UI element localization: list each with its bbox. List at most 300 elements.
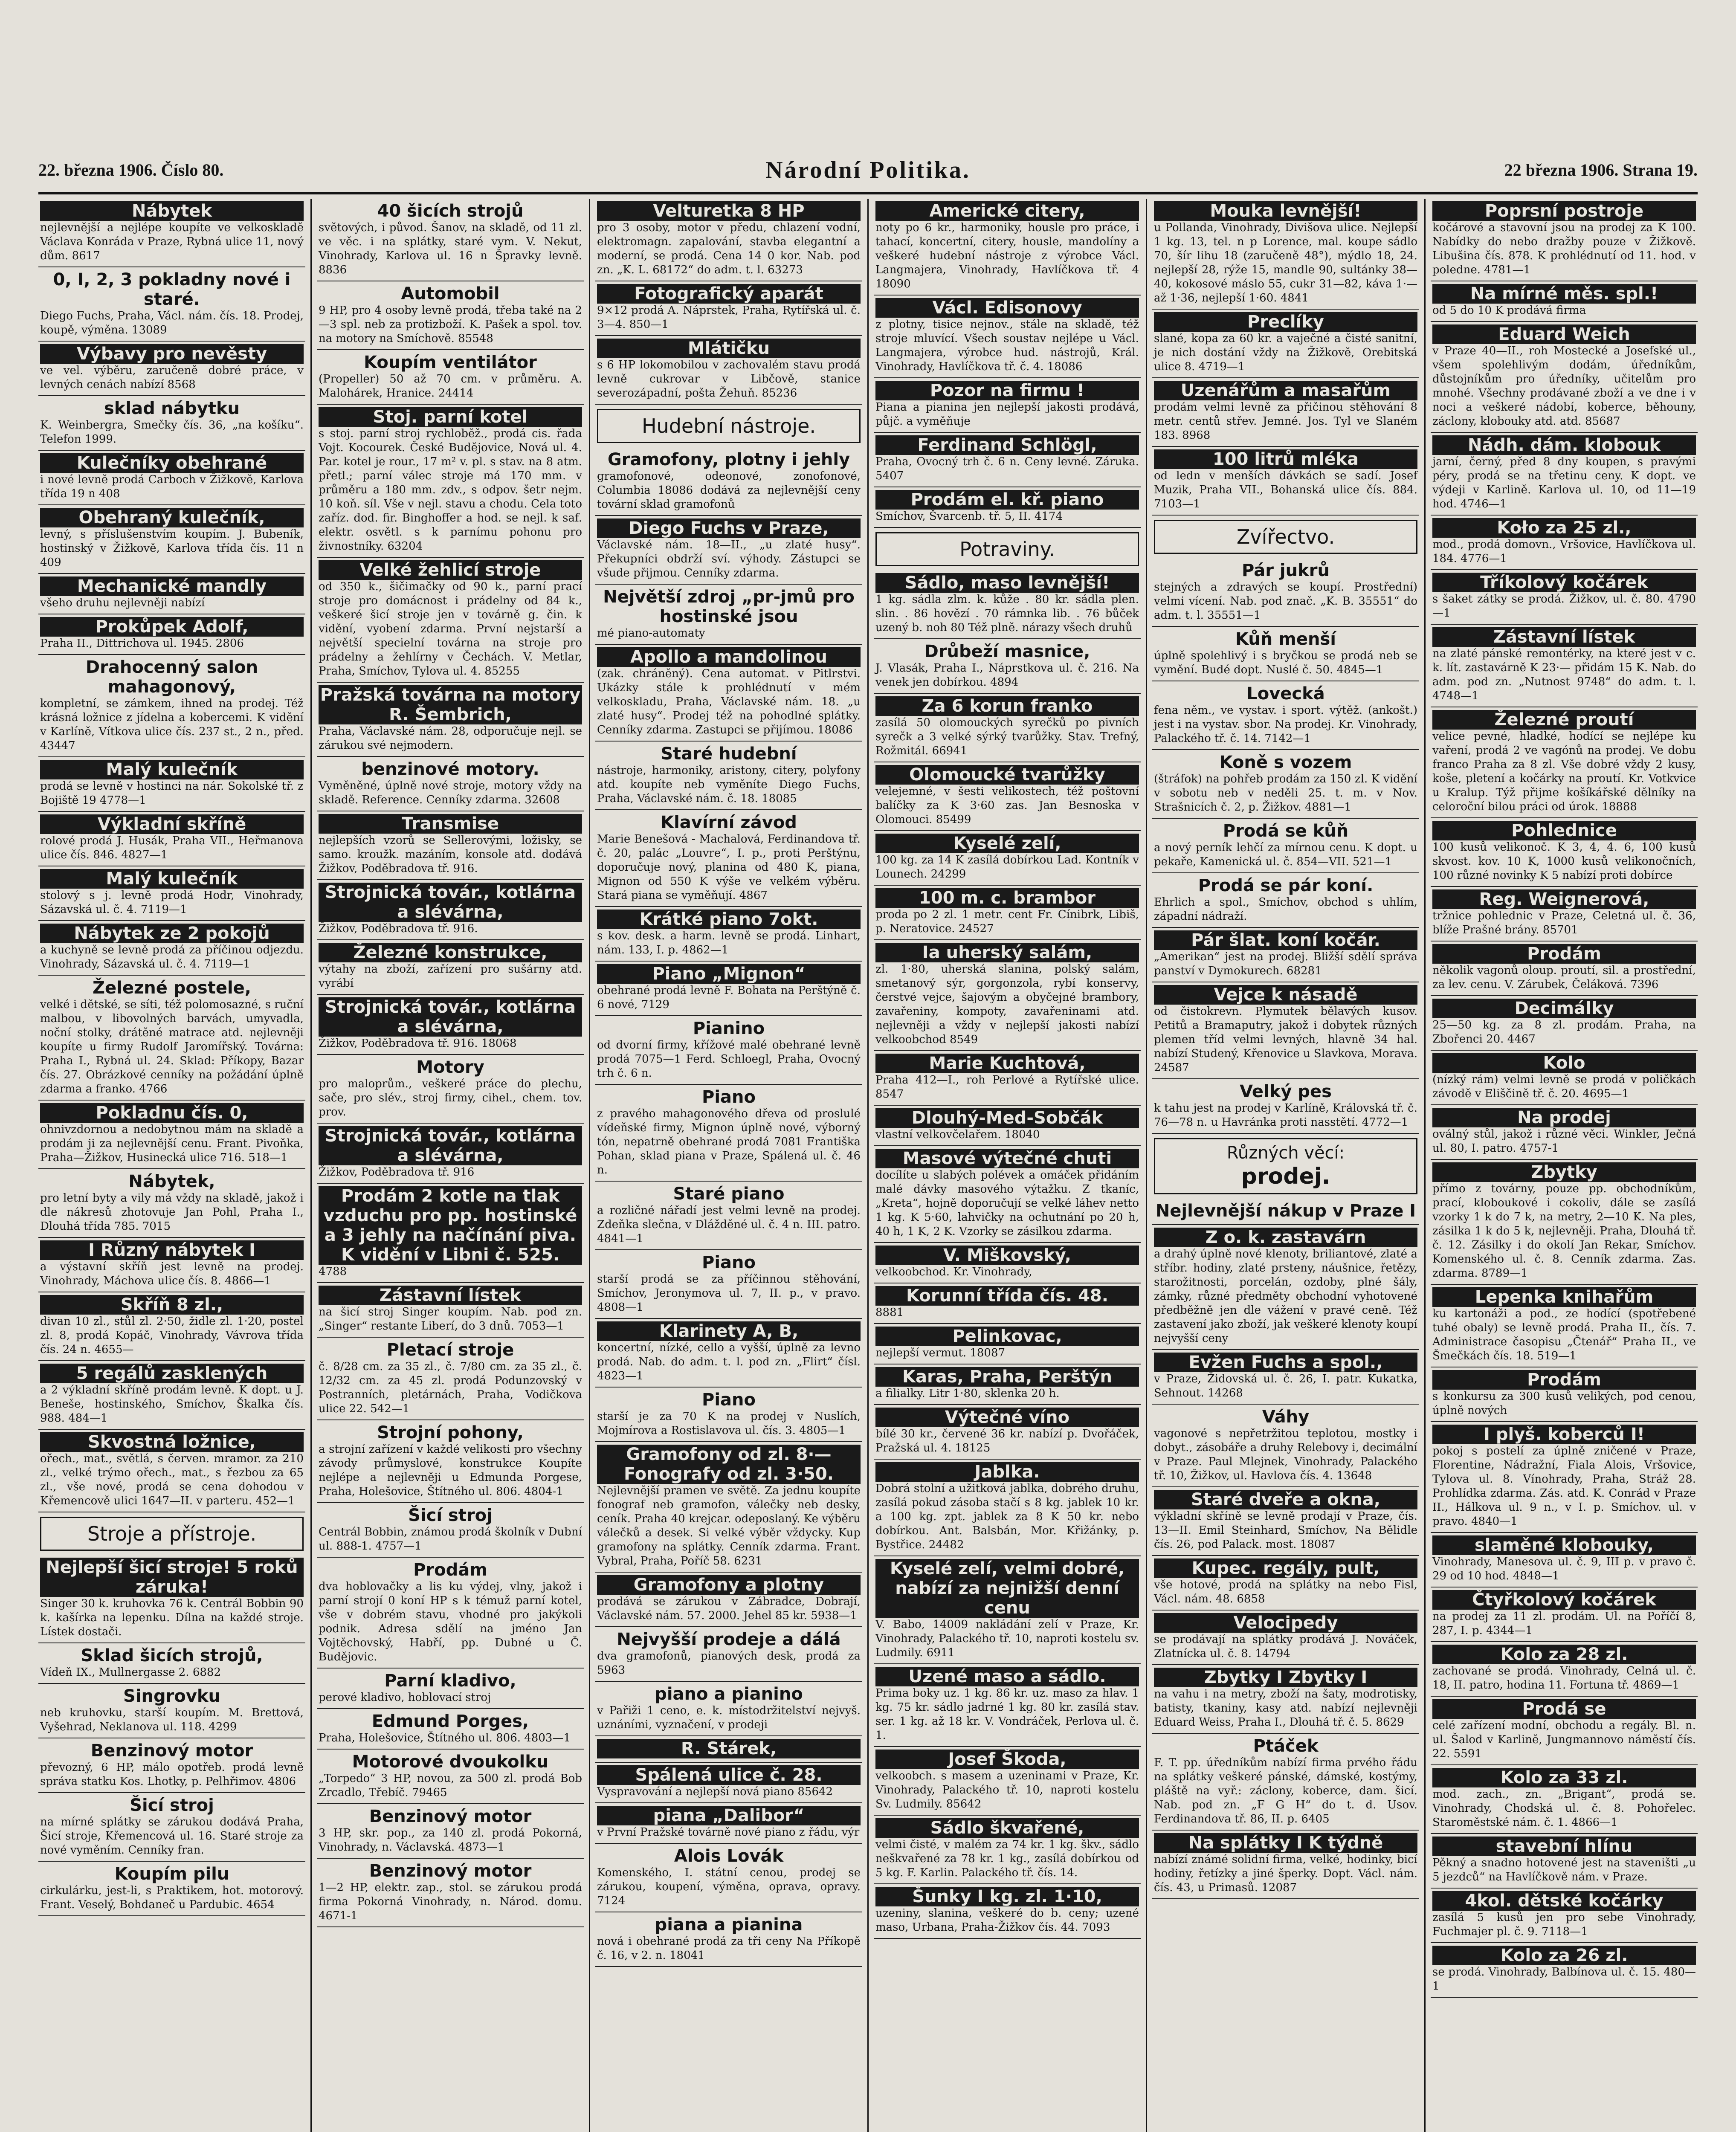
classified-ad xyxy=(595,1682,862,1736)
section-heading: Zvířectvo. xyxy=(1154,520,1417,554)
classified-ad xyxy=(1152,819,1419,873)
classified-ad xyxy=(874,433,1141,487)
ad-headline: Výbavy pro nevěsty xyxy=(40,344,304,364)
classified-ad xyxy=(595,447,862,516)
ad-headline: Gramofony od zl. 8·— Fonografy od zl. 3·50. xyxy=(597,1445,861,1484)
ad-headline: Pár jukrů xyxy=(1242,561,1330,580)
ad-headline: 40 šicích strojů xyxy=(377,201,524,221)
ad-headline: Poprsní postroje xyxy=(1432,201,1696,221)
classified-ad xyxy=(595,585,862,645)
classified-ad xyxy=(595,962,862,1016)
ad-text: nová i obehrané prodá za tři ceny Na Příkopě č. 16, v 2. n. 18041 xyxy=(597,1935,861,1962)
ad-headline: Železné proutí xyxy=(1432,710,1696,730)
ad-headline: Strojní pohony, xyxy=(377,1423,524,1443)
classified-ad xyxy=(1152,982,1419,1079)
ad-text: ku kartonáži a pod., ze hodící (spotřebené tuhé obaly) se levně prodá. Praha II., čís. 7. Administrace časopisu „Čtenář“ Praha II., ve Šmečkách čís. 18. 519—1 xyxy=(1432,1307,1696,1362)
classified-ad xyxy=(595,1085,862,1182)
section-heading: Hudební nástroje. xyxy=(597,409,861,443)
classified-ad xyxy=(1431,1105,1698,1160)
ad-headline: Výtečné víno xyxy=(875,1408,1139,1427)
ad-text: s šaket zátky se prodá. Žižkov, ul. č. 80. 4790—1 xyxy=(1432,593,1696,620)
ad-headline: Nábytek ze 2 pokojů xyxy=(40,924,304,943)
ad-text: přímo z továrny, pouze pp. obchodníkům, prací, kloboukové i cokoliv, dále se zasílá vzorky 1 k do 7 k, na metry, 2—10 K. Na ples, zásilka 1 k do 5 k, nejlevněji. Praha, Dlouhá tř. č. 12. Zásilky i do okolí Jan Rekar, Smíchov. Komenského ul. č. 8. Cenník zdarma. Zas. zdarma. 8789—1 xyxy=(1432,1182,1696,1280)
ad-headline: Ptáček xyxy=(1253,1736,1319,1756)
ad-text: a strojní zařízení v každé velikosti pro všechny závody průmyslové, konstrukce Koupíte nejlépe a nejlevněji u Edmunda Porgese, Praha, Holešovice, Štítného ul. 806. 4804-1 xyxy=(319,1443,582,1498)
classified-ad xyxy=(1431,625,1698,707)
ad-text: a nový perník lehčí za mírnou cenu. K dopt. u pekaře, Kamenická ul. č. 854—VII. 521—1 xyxy=(1154,841,1417,868)
classified-ad xyxy=(317,811,584,880)
ad-headline: R. Stárek, xyxy=(597,1739,861,1758)
ad-headline: Olomoucké tvarůžky xyxy=(875,765,1139,785)
ad-text: u Pollanda, Vinohrady, Divišova ulice. Nejlepší 1 kg. 13, tel. n p Lorence, mal. koupe sádlo 70, šír lihu 18 (zaručeně 48°), mýdlo 18, 24. nejlepší 28, rýže 15, mandle 90, sultánky 38—40, kokosové máslo 55, cukr 31—82, káva 1·— až 1·36, nejlepší 1·60. 4841 xyxy=(1154,221,1417,304)
ad-text: obehrané prodá levně F. Bohata na Perštýně č. 6 nové, 7129 xyxy=(597,984,861,1011)
page-header xyxy=(38,157,1698,185)
ad-text: nejlevnější a nejlépe koupíte ve velkoskladě Václava Konráda v Praze, Rybná ulice 11, nový dům. 8617 xyxy=(40,221,304,262)
ad-text: zachované se prodá. Vinohrady, Celná ul. č. 18, II. patro, hodina 11. Fortuna tř. 4869—1 xyxy=(1432,1665,1696,1692)
ad-headline: Alois Lovák xyxy=(674,1846,784,1866)
classified-ad xyxy=(1431,1367,1698,1422)
ad-text: i nové levně prodá Carboch v Žižkově, Karlova třída 19 n 408 xyxy=(40,473,304,500)
ad-headline: piano a pianino xyxy=(655,1684,803,1704)
classified-ad xyxy=(1152,873,1419,928)
classified-ad xyxy=(317,1709,584,1750)
ad-headline: Diego Fuchs v Praze, xyxy=(597,519,861,538)
ad-text: ohnivzdornou a nedobytnou mám na skladě a prodám ji za nejlevnější cenu. Frant. Pivoňka, Praha—Žižkov, Husinecká ulice 716. 518—1 xyxy=(40,1123,304,1164)
classified-ad xyxy=(595,1388,862,1442)
header-date-right: 22 března 1906. Strana 19. xyxy=(1504,160,1698,180)
ad-text: nejlepších vzorů se Sellerovými, ložisky, se samo. kroužk. mazáním, konsole atd. dodává Žižkov, Poděbradova tř. 916. xyxy=(319,834,582,875)
classified-ad xyxy=(317,1804,584,1859)
ad-headline: Reg. Weignerová, xyxy=(1432,889,1696,909)
ad-headline: I plyš. koberců I! xyxy=(1432,1425,1696,1444)
ad-headline: Strojnická továr., kotlárna a slévárna, xyxy=(319,1126,582,1165)
classified-ad xyxy=(1431,1422,1698,1533)
classified-ad xyxy=(595,1319,862,1388)
ad-headline: Staré hudební xyxy=(661,744,797,764)
ad-headline: Nejlevnější nákup v Praze I xyxy=(1155,1201,1416,1221)
ad-headline: Gramofony, plotny i jehly xyxy=(607,450,850,469)
classified-ad xyxy=(317,1338,584,1420)
ad-text: gramofonové, odeonové, zonofonové, Columbia 18086 dodává za nejlevnější ceny tovární sklad gramofonů xyxy=(597,470,861,511)
ad-headline: Nábytek xyxy=(40,201,304,221)
classified-ad xyxy=(595,281,862,336)
classified-ad xyxy=(1431,996,1698,1051)
ad-headline: Vejce k násadě xyxy=(1154,985,1417,1005)
ad-text: pokoj s postelí za úplně zničené v Praze, Florentine, Nádražní, Fiala Alois, Vršovice, Tylova ul. 8. Vínohrady, Praha, Stráž 28. Prohlídka zdarma. Zás. atd. K. Conrád v Praze II., Hálkova ul. 9 n., v I. p. Smíchov. ul. v pravo. 4840—1 xyxy=(1432,1445,1696,1528)
classified-ad xyxy=(874,1884,1141,1939)
ad-text: Diego Fuchs, Praha, Václ. nám. čís. 18. Prodej, koupě, výměna. 13089 xyxy=(40,310,304,336)
ad-headline: Mouka levnější! xyxy=(1154,201,1417,221)
ad-text: tržnice pohlednic v Praze, Celetná ul. č. 36, blíže Prašné brány. 85701 xyxy=(1432,910,1696,936)
ad-headline: Korunní třída čís. 48. xyxy=(875,1286,1139,1306)
classified-ad xyxy=(38,342,305,396)
classified-ad xyxy=(874,1051,1141,1106)
ad-headline: V. Miškovský, xyxy=(875,1246,1139,1265)
ad-headline: Nádh. dám. klobouk xyxy=(1432,435,1696,455)
ad-headline: Šicí stroj xyxy=(408,1506,493,1525)
classified-ad xyxy=(1431,199,1698,281)
classified-ad xyxy=(317,940,584,995)
classified-ad xyxy=(595,1442,862,1573)
classified-ad xyxy=(38,451,305,505)
ad-headline: Obehraný kulečník, xyxy=(40,508,304,527)
ad-text: nejlepší vermut. 18087 xyxy=(875,1347,1006,1359)
ad-text: Žižkov, Poděbradova tř. 916 xyxy=(319,1166,475,1179)
ad-text: kompletní, se zámkem, ihned na prodej. Též krásná ložnice z jídelna a kobercemi. K vidění v Karlíně, Vítkova ulice čís. 237 st., 2 n., před. 43447 xyxy=(40,697,304,752)
ad-text: Vídeň IX., Mullnergasse 2. 6882 xyxy=(40,1666,221,1679)
classified-ad xyxy=(38,614,305,655)
ad-headline: 5 regálů zasklených xyxy=(40,1364,304,1383)
ad-text: s 6 HP lokomobilou v zachovalém stavu prodá levně cukrovar v Libčově, stanice severozápadní, pošta Žehuň. 85236 xyxy=(597,359,861,400)
ad-headline: Edmund Porges, xyxy=(371,1712,529,1731)
classified-ad xyxy=(1431,1587,1698,1642)
boxed-heading-big: prodej. xyxy=(1241,1164,1330,1189)
classified-ad xyxy=(1431,941,1698,996)
classified-ad xyxy=(595,1803,862,1844)
classified-ad xyxy=(1152,627,1419,681)
classified-ad xyxy=(1152,1831,1419,1899)
news-column-5 xyxy=(1152,199,1419,2132)
classified-ad xyxy=(317,757,584,811)
ad-headline: Velturetka 8 HP xyxy=(597,201,861,221)
ad-text: s stoj. parní stroj rychloběž., prodá cis. řada Vojt. Kocourek. České Budějovice, Nová ul. 4. Par. kotel je rour., 17 m² v. pl. s stav. na 8 atm. přetl.; parní válec stroje má 170 mm. v průměru a 180 mm. zdv., s odpov. šetr nejm. 10 koň. síl. Vše v nejl. stavu a chodu. Cela toto zaříz. dod. fir. Binghoffer a hod. se nejl. k saf. elektr. osvětl. s k parnímu pohonu pro živnostníky. 63204 xyxy=(319,427,582,553)
classified-ad xyxy=(38,1238,305,1292)
ad-headline: Krátké piano 7okt. xyxy=(597,910,861,929)
ad-text: Žižkov, Poděbradova tř. 916. 18068 xyxy=(319,1037,517,1050)
ad-text: výkladní skříně se levně prodají v Praze, čís. 13—II. Emil Steinhard, Smíchov, Na Bělidle čís. 26, pod Palack. most. 18087 xyxy=(1154,1510,1417,1551)
classified-ad xyxy=(38,655,305,757)
ad-headline: piana „Dalibor“ xyxy=(597,1806,861,1825)
classified-ad xyxy=(317,281,584,350)
ad-text: a kuchyně se levně prodá za příčinou odjezdu. Vinohrady, Sázavská ul. č. 4. 7119—1 xyxy=(40,944,304,970)
ad-headline: Ferdinand Schlögl, xyxy=(875,435,1139,455)
ad-text: zl. 1·80, uherská slanina, polský salám, smetanový sýr, gorgonzola, rybí konservy, čerstvé vejce, šajovým a obyčejné brambory, zavařeniny, kompoty, zavařeninami atd. nejlevněji a vždy v nejlepší jakosti nabízí velkoobchod 8549 xyxy=(875,963,1139,1046)
ad-text: v Praze 40—II., roh Mostecké a Josefské ul., všem spolehlivým dodám, úředníkům, důstojníkům pro úředníky, učitelům pro mnohé. Všechny prodávané zboží a ve dne i v noci a veškeré nádobí, koberce, běhouny, záclony, klobouky atd. atd. 85687 xyxy=(1432,345,1696,428)
ad-text: Centrál Bobbin, známou prodá školník v Dubní ul. 888-1. 4757—1 xyxy=(319,1526,582,1553)
ad-headline: Strojnická továr., kotlárna a slévárna, xyxy=(319,997,582,1037)
ad-text: ve vel. výběru, zaručeně dobré práce, v levných cenách nabízí 8568 xyxy=(40,364,304,391)
classified-ad xyxy=(317,683,584,757)
ad-headline: Prodám 2 kotle na tlak vzduchu pro pp. hostinské a 3 jehly na načínání piva. K vidění v Libni č. 525. xyxy=(319,1186,582,1265)
classified-ad xyxy=(1152,1079,1419,1134)
ad-text: na prodej za 11 zl. prodám. Ul. na Poříčí 8, 287, I. p. 4344—1 xyxy=(1432,1610,1696,1637)
classified-ad xyxy=(38,866,305,921)
ad-text: levný, s příslušenstvím koupím. J. Bubeník, hostinský v Žižkově, Karlova třída čís. 11 n 409 xyxy=(40,528,304,569)
classified-ad xyxy=(317,995,584,1055)
ad-headline: Prodá se xyxy=(1432,1699,1696,1719)
ad-headline: Piano „Mignon“ xyxy=(597,964,861,984)
classified-ad xyxy=(38,1862,305,1916)
ad-headline: Prokůpek Adolf, xyxy=(40,617,304,637)
ad-text: stejných a zdravých se koupí. Prostřední) velmi vícení. Nab. pod znač. „K. B. 35551“ do adm. t. l. 35551—1 xyxy=(1154,581,1417,622)
ad-text: Praha II., Dittrichova ul. 1945. 2806 xyxy=(40,637,244,650)
classified-ad xyxy=(1152,310,1419,378)
ad-headline: Prodá se kůň xyxy=(1223,821,1349,841)
classified-ad xyxy=(595,1763,862,1803)
classified-ad xyxy=(38,1738,305,1793)
ad-text: starší je za 70 K na prodej v Nuslích, Mojmírova a Rostislavova ul. čís. 3. 4805—1 xyxy=(597,1410,861,1437)
classified-ad xyxy=(1431,707,1698,818)
classified-ad xyxy=(595,1912,862,1967)
ad-text: kočárové a stavovní jsou na prodej za K 100. Nabídky do nebo dražby pouze v Žižkově. Libušina čís. 878. K prohlédnutí od 11. hod. v poledne. 4781—1 xyxy=(1432,221,1696,276)
ad-headline: Evžen Fuchs a spol., xyxy=(1154,1353,1417,1372)
ad-text: od dvorní firmy, křížové malé obehrané levně prodá 7075—1 Ferd. Schloegl, Praha, Ovocný trh č. 6 n. xyxy=(597,1039,861,1080)
ad-text: vlastní velkovčelařem. 18040 xyxy=(875,1128,1040,1141)
classified-ad xyxy=(38,1361,305,1430)
classified-ad xyxy=(1152,1734,1419,1831)
classified-ad xyxy=(595,1736,862,1763)
ad-headline: Kyselé zelí, xyxy=(875,834,1139,853)
ad-headline: Pelinkovac, xyxy=(875,1327,1139,1346)
ad-text: 100 kg. za 14 K zasílá dobírkou Lad. Kontník v Lounech. 24299 xyxy=(875,854,1139,881)
ad-headline: Václ. Edisonovy xyxy=(875,298,1139,318)
ad-text: bílé 30 kr., červené 36 kr. nabízí p. Dvořáček, Pražská ul. 4. 18125 xyxy=(875,1428,1139,1454)
ad-headline: Americké citery, xyxy=(875,201,1139,221)
ad-text: Ehrlich a spol., Smíchov, obchod s uhlím, západní nádraží. xyxy=(1154,896,1417,923)
ad-headline: Piano xyxy=(702,1087,756,1107)
ad-headline: Drahocenný salon mahagonový, xyxy=(85,658,258,697)
ad-text: velejemné, v šesti velikostech, též poštovní balíčky za K 3·60 zas. Jan Besnoska v Olomouci. 85499 xyxy=(875,785,1139,826)
ad-headline: benzinové motory. xyxy=(361,759,539,779)
ad-headline: Motorové dvoukolku xyxy=(352,1752,549,1772)
classified-ad xyxy=(317,1124,584,1184)
ad-headline: Malý kulečník xyxy=(40,760,304,779)
column-divider xyxy=(589,199,590,2132)
ad-headline: Piano xyxy=(702,1253,756,1272)
column-divider xyxy=(1146,199,1147,2132)
classified-ad xyxy=(317,880,584,940)
classified-ad xyxy=(1152,1350,1419,1405)
ad-headline: Koupím ventilátor xyxy=(364,353,537,372)
ad-headline: Klavírní závod xyxy=(661,813,797,832)
classified-ad xyxy=(874,1283,1141,1324)
ad-headline: Klarinety A, B, xyxy=(597,1321,861,1341)
ad-headline: Ia uherský salám, xyxy=(875,943,1139,962)
classified-ad xyxy=(595,199,862,281)
column-divider xyxy=(310,199,312,2132)
ad-text: pro 3 osoby, motor v předu, chlazení vodní, elektromagn. zapalování, stavba elegantní a moderní, se prodá. Cena 14 0 kor. Nab. pod zn. „K. L. 68172“ do adm. t. l. 63273 xyxy=(597,221,861,276)
classified-ad xyxy=(595,1182,862,1250)
ad-headline: Zbytky I Zbytky I xyxy=(1154,1668,1417,1687)
ad-headline: Pár šlat. koní kočár. xyxy=(1154,930,1417,950)
ad-text: velkoobch. s masem a uzeninami v Praze, Kr. Vinohrady, Palackého tř. 10, naproti kostelu Sv. Ludmily. 85642 xyxy=(875,1770,1139,1810)
ad-text: (nízký rám) velmi levně se prodá v poličkách závodě v Eliščině tř. č. 20. 4695—1 xyxy=(1432,1073,1696,1100)
ad-headline: 100 m. c. brambor xyxy=(875,888,1139,908)
ad-text: Marie Benešová - Machalová, Ferdinandova tř. č. 20, palác „Louvre“, I. p., proti Perštýnu, doporučuje nový, planina od 480 K, piana, Mignon od 550 K výše ve velkém výběru. Stará piana se vyměňují. 4867 xyxy=(597,833,861,902)
column-divider xyxy=(867,199,869,2132)
classified-ad xyxy=(874,1816,1141,1884)
classified-ad xyxy=(38,199,305,267)
ad-headline: Decimálky xyxy=(1432,999,1696,1018)
classified-ad xyxy=(874,378,1141,433)
ad-headline: Pozor na firmu ! xyxy=(875,381,1139,400)
ad-text: docílíte u slabých polévek a omáček přidáním malé dávky masového výtažku. Z tkaníc, „Kreta“, hojně doporučují se velké láhev netto 1 kg. K 5·60, lahvičky na ochutnání po 20 h, 40 h, 1 K, 2 K. Vzorky se zásilkou zdarma. xyxy=(875,1169,1139,1238)
ad-headline: Benzinový motor xyxy=(369,1861,532,1881)
classified-ad xyxy=(38,921,305,976)
ad-headline: Dlouhý-Med-Sobčák xyxy=(875,1108,1139,1128)
ad-text: nabízí známé solidní firma, velké, hodinky, bicí hodiny, řetízky a jiné šperky. Dopt. Václ. nám. čís. 43, u Primasů. 12087 xyxy=(1154,1853,1417,1894)
ad-text: převozný, 6 HP, málo opotřeb. prodá levně správa statku Kos. Lhotky, p. Pelhřimov. 4806 xyxy=(40,1761,304,1788)
ad-text: prodá se levně v hostinci na nár. Sokolské tř. z Bojiště 19 4778—1 xyxy=(40,780,304,807)
ad-text: světových, i původ. Šanov, na skladě, od 11 zl. ve věc. i na splátky, staré vym. V. Nekut, Vinohrady, Karlova ul. 16 n Špravky levně. 8836 xyxy=(319,221,582,276)
ad-headline: slaměné klobouky, xyxy=(1432,1535,1696,1555)
ad-text: zasílá 5 kusů jen pro sebe Vinohrady, Fuchmajer pl. č. 9. 7118—1 xyxy=(1432,1911,1696,1938)
ad-headline: Gramofony a plotny xyxy=(597,1575,861,1595)
ad-text: mé piano-automaty xyxy=(597,627,705,640)
ad-text: s konkursu za 300 kusů velikých, pod cenou, úplně nových xyxy=(1432,1390,1696,1417)
ad-text: proda po 2 zl. 1 metr. cent Fr. Cínibrk, Libiš, p. Neratovice. 24527 xyxy=(875,908,1139,935)
ad-headline: Kůň menší xyxy=(1235,629,1336,649)
ad-headline: sklad nábytku xyxy=(104,399,240,418)
ad-text: v Praze, Židovská ul. č. 26, I. patr. Kukatka, Sehnout. 14268 xyxy=(1154,1373,1417,1399)
ad-text: Singer 30 k. kruhovka 76 k. Centrál Bobbin 90 k. kašírka na lepenku. Dílna na každé stroje. Lístek dostači. xyxy=(40,1597,304,1638)
ad-text: pro maloprům., veškeré práce do plechu, sače, pro slév., stroj firmy, cihel., chem. tov. prov. xyxy=(319,1078,582,1118)
classified-ad xyxy=(1152,1487,1419,1556)
ad-headline: Pražská továrna na motory R. Šembrich, xyxy=(319,685,582,724)
ad-text: a drahý úplně nové klenoty, briliantové, zlaté a stříbr. hodiny, zlaté prsteny, náušnice, řetězy, starožitnosti, porcelán, ozdoby, plné šály, zámky, různé předměty obchodní vyhotovené předběžně jen dle vážení v pravé ceně. Též zastavení jako zboží, jak veškeré klenoty koupí nejvyšší ceny xyxy=(1154,1248,1417,1345)
ad-headline: Pohlednice xyxy=(1432,821,1696,840)
ad-headline: Pianino xyxy=(693,1019,765,1038)
ad-text: oválný stůl, jakož i různé věci. Winkler, Ječná ul. 80, I. patro. 4757-1 xyxy=(1432,1128,1696,1155)
classified-ad xyxy=(317,1283,584,1338)
news-column-1 xyxy=(38,199,305,2132)
news-column-2 xyxy=(317,199,584,2132)
classified-ad xyxy=(317,1669,584,1709)
ad-text: cirkulárku, jest-li, s Praktikem, hot. motorový. Frant. Veselý, Bohdaneč u Pardubic. 4654 xyxy=(40,1884,304,1911)
ad-text: velké i dětské, se síti, též polomosazné, s ruční malbou, v libovolných barvách, umyvadla, noční stolky, drátěné matrace atd. nejlevněji koupíte u firmy Rudolf Jaromířský. Továrna: Praha I., Rybná ul. 24. Sklad: Příkopy, Bazar čís. 27. Obrázkové cenníky na požádání úplně zdarma a franko. 4766 xyxy=(40,998,304,1095)
ad-text: Dobrá stolní a užitková jablka, dobrého druhu, zasílá pokud zásoba stačí s 8 kg. jablek 10 kr. a 100 kg. zpt. jablek za 8 K 50 kr. nebo dobírkou. Ant. Balsbán, Mor. Křižánky, p. Bystřice. 24482 xyxy=(875,1482,1139,1551)
classified-ad xyxy=(1431,1285,1698,1367)
ad-text: výtahy na zboží, zařízení pro sušárny atd. vyrábí xyxy=(319,963,582,990)
ad-headline: Mlátičku xyxy=(597,339,861,358)
ad-text: prodám velmi levně za přičinou stěhování 8 metr. centů střev. Jemné. Jos. Tyl ve Slaném 183. 8968 xyxy=(1154,401,1417,442)
classified-ad xyxy=(1152,199,1419,310)
ad-text: a rozličné nářadí jest velmi levně na prodej. Zdeňka slečna, v Dlážděné ul. č. 4 n. III. patro. 4841—1 xyxy=(597,1204,861,1245)
classified-ad xyxy=(1152,1611,1419,1665)
ad-headline: Singrovku xyxy=(123,1686,220,1706)
ad-text: z plotny, tisice nejnov., stále na skladě, též stroje mluvící. Všech soustav nejlépe u Václ. Langmajera, výrobce hud. nástrojů, Král. Vinohrady, Havlíčkova tř. č. 4. 18086 xyxy=(875,318,1139,373)
ad-text: J. Vlasák, Praha I., Náprstkova ul. č. 216. Na venek jen dobírkou. 4894 xyxy=(875,662,1139,689)
ad-headline: Na splátky I K týdně xyxy=(1154,1833,1417,1853)
classified-ad xyxy=(874,886,1141,940)
ad-text: 100 kusů velikonoč. K 3, 4, 4. 6, 100 kusů skvost. kov. 10 K, 1000 kusů velikonočních, 100 různé novinky K 5 nabízí proti dobírce xyxy=(1432,841,1696,882)
ad-headline: Zbytky xyxy=(1432,1162,1696,1182)
classified-ad xyxy=(1152,1225,1419,1350)
header-date-left: 22. března 1906. Číslo 80. xyxy=(38,160,224,180)
classified-ad xyxy=(38,1101,305,1169)
ad-text: Nejlevnější pramen ve světě. Za jednu koupíte fonograf neb gramofon, válečky neb desky, ceník. Praha 40 krejcar. odeposlaný. Ke výběru válečků a desek. Si velké výběr vždycky. Kup gramofony na splátky. Cenník zdarma. Frant. Vybral, Praha, Poříč 58. 6231 xyxy=(597,1484,861,1567)
ad-headline: Prodám el. kř. piano xyxy=(875,490,1139,510)
classified-ad xyxy=(1152,681,1419,750)
ad-text: se prodávají na splátky prodává J. Nováček, Zlatnícka ul. č. 8. 14794 xyxy=(1154,1633,1417,1660)
ad-headline: Uzené maso a sádlo. xyxy=(875,1667,1139,1686)
classified-ad xyxy=(38,1169,305,1238)
classified-ad xyxy=(1152,750,1419,819)
classified-ad xyxy=(317,1420,584,1503)
ad-text: k tahu jest na prodej v Karlíně, Královská tř. č. 76—78 n. u Havránka proti nasstětí. 4772—1 xyxy=(1154,1102,1417,1129)
ad-headline: Nejlepší šicí stroje! 5 roků záruka! xyxy=(40,1558,304,1597)
ad-text: mod., prodá domovn., Vršovice, Havlíčkova ul. 184. 4776—1 xyxy=(1432,538,1696,565)
ad-text: 3 HP, skr. pop., za 140 zl. prodá Pokorná, Vinohrady, n. Václavská. 4873—1 xyxy=(319,1827,582,1854)
classified-ad xyxy=(874,1747,1141,1816)
ad-text: Pěkný a snadno hotovené jest na staveništi „u 5 jezdců“ na Havlíčkově nám. v Praze. xyxy=(1432,1857,1696,1883)
ad-text: Praha 412—I., roh Perlové a Rytířské ulice. 8547 xyxy=(875,1074,1139,1101)
ad-headline: Prodám xyxy=(1432,944,1696,964)
ad-headline: Sádlo, maso levnější! xyxy=(875,573,1139,593)
ad-text: dva hoblovačky a lis ku výdej, vlny, jakož i parní strojí 0 koní HP s k témuž parní kotel, vše v dobrém stavu, vhodné pro jakýkoli podnik. Adresa sdělí na jméno Jan Vojtěchovský, Habří, pp. Dubné u Č. Budějovic. xyxy=(319,1580,582,1663)
ad-headline: Váhy xyxy=(1262,1407,1310,1427)
classified-ad xyxy=(595,742,862,810)
ad-text: (Propeller) 50 až 70 cm. v průměru. A. Malohárek, Hranice. 24414 xyxy=(319,373,582,400)
boxed-heading-line: Různých věcí: xyxy=(1226,1143,1345,1163)
ad-text: 8881 xyxy=(875,1306,904,1319)
ad-text: 1—2 HP, elektr. zap., stol. se zárukou prodá firma Pokorná Vinohrady, n. Národ. domu. 4671-1 xyxy=(319,1881,582,1922)
classified-ad xyxy=(595,907,862,962)
header-rule xyxy=(38,192,1698,194)
ad-headline: Karas, Praha, Perštýn xyxy=(875,1367,1139,1387)
ad-text: Komenského, I. státní cenou, prodej se zárukou, koupení, výměna, oprava, opravy. 7124 xyxy=(597,1866,861,1907)
ad-headline: Tříkolový kočárek xyxy=(1432,573,1696,592)
classified-ad xyxy=(595,1573,862,1627)
ad-headline: Parní kladivo, xyxy=(384,1671,516,1691)
ad-text: úplně spolehlivý i s bryčkou se prodá neb se vymění. Budé dopt. Nuslé č. 50. 4845—1 xyxy=(1154,649,1417,676)
ad-text: velmi čisté, v malém za 74 kr. 1 kg. škv., sádlo neškvařené za 78 kr. 1 kg., zasílá dobírkou od 5 kg. F. Karlin. Palackého tř. čís. 14. xyxy=(875,1838,1139,1879)
ad-headline: Marie Kuchtová, xyxy=(875,1054,1139,1073)
ad-headline: Za 6 korun franko xyxy=(875,696,1139,716)
ad-headline: Koně s vozem xyxy=(1219,753,1352,772)
classified-ad xyxy=(874,831,1141,886)
ad-text: několik vagonů oloup. proutí, sil. a prostřední, za lev. cenu. V. Zárubek, Čeláková. 7396 xyxy=(1432,964,1696,991)
ad-text: 1 kg. sádla zlm. k. kůže . 80 kr. sádla plen. slin. . 86 hovězí . 70 rámnka lib. . 76 bůček uzený b. noh 80 Též plně. nárazy všech druhů xyxy=(875,593,1139,634)
ad-headline: Na mírné měs. spl.! xyxy=(1432,284,1696,304)
classified-ad xyxy=(874,1405,1141,1460)
ad-headline: Prodám xyxy=(1432,1370,1696,1390)
ad-headline: Masové výtečné chuti xyxy=(875,1149,1139,1168)
classified-ad xyxy=(38,574,305,614)
classified-ad xyxy=(874,1460,1141,1556)
classified-ad xyxy=(38,812,305,866)
classified-ad xyxy=(1431,1765,1698,1834)
classified-ad xyxy=(874,639,1141,694)
classified-ad xyxy=(1431,281,1698,322)
ad-headline: Lepenka knihařům xyxy=(1432,1287,1696,1307)
classified-ad xyxy=(1152,1405,1419,1487)
ad-text: Vyspravování a nejlepší nová piano 85642 xyxy=(597,1785,833,1798)
ad-headline: Automobil xyxy=(401,284,500,304)
ad-headline: Jablka. xyxy=(875,1462,1139,1482)
ad-text: Piana a pianina jen nejlepší jakosti prodává, půjč. a vyměňuje xyxy=(875,401,1139,428)
ad-headline: Motory xyxy=(416,1057,484,1077)
classified-ad xyxy=(1431,1642,1698,1697)
columns-container xyxy=(38,199,1698,2132)
ad-text: Praha, Ovocný trh č. 6 n. Ceny levné. Záruka. 5407 xyxy=(875,455,1139,482)
classified-ad xyxy=(1431,818,1698,887)
ad-text: v Pařiži 1 ceno, e. k. místodržitelství nejvyš. uznáními, vyznačení, v prodeji xyxy=(597,1704,861,1731)
ad-text: pro letní byty a vily má vždy na skladě, jakož i dle nákresů zhotovuje Jan Pohl, Praha I., Dlouhá třída 785. 7015 xyxy=(40,1192,304,1233)
ad-headline: Na prodej xyxy=(1432,1108,1696,1127)
ad-text: od 350 k., šičimačky od 90 k., parní prací stroje pro domácnost i prádelny od 84 k., veškeré šicí stroje jen v továrně g. čin. k vidění, vyobení zdarma. První nejstarší a největší specielní továrna na stroje pro prádelny a žehlírny v Čechách. V. Metlar, Praha, Smíchov, Tylova ul. 4. 85255 xyxy=(319,580,582,678)
ad-headline: Kyselé zelí, velmi dobré, nabízí za nejnižší denní cenu xyxy=(875,1559,1139,1618)
ad-text: na mírné splátky se zárukou dodává Praha, Šicí stroje, Křemencová ul. 16. Staré stroje za nové vyměním. Cenníky fran. xyxy=(40,1816,304,1857)
column-divider xyxy=(1424,199,1426,2132)
ad-headline: Čtyřkolový kočárek xyxy=(1432,1590,1696,1610)
classified-ad xyxy=(38,1555,305,1643)
ad-headline: Preclíky xyxy=(1154,312,1417,332)
ad-text: K. Weinbergra, Smečky čís. 36, „na košíku“. Telefon 1999. xyxy=(40,419,304,446)
ad-headline: Kupec. regály, pult, xyxy=(1154,1558,1417,1578)
ad-headline: Strojnická továr., kotlárna a slévárna, xyxy=(319,883,582,922)
ad-text: 9 HP, pro 4 osoby levně prodá, třeba také na 2—3 spl. neb za protizboží. K. Pašek a spol. tov. na motory na Smíchově. 85548 xyxy=(319,304,582,345)
